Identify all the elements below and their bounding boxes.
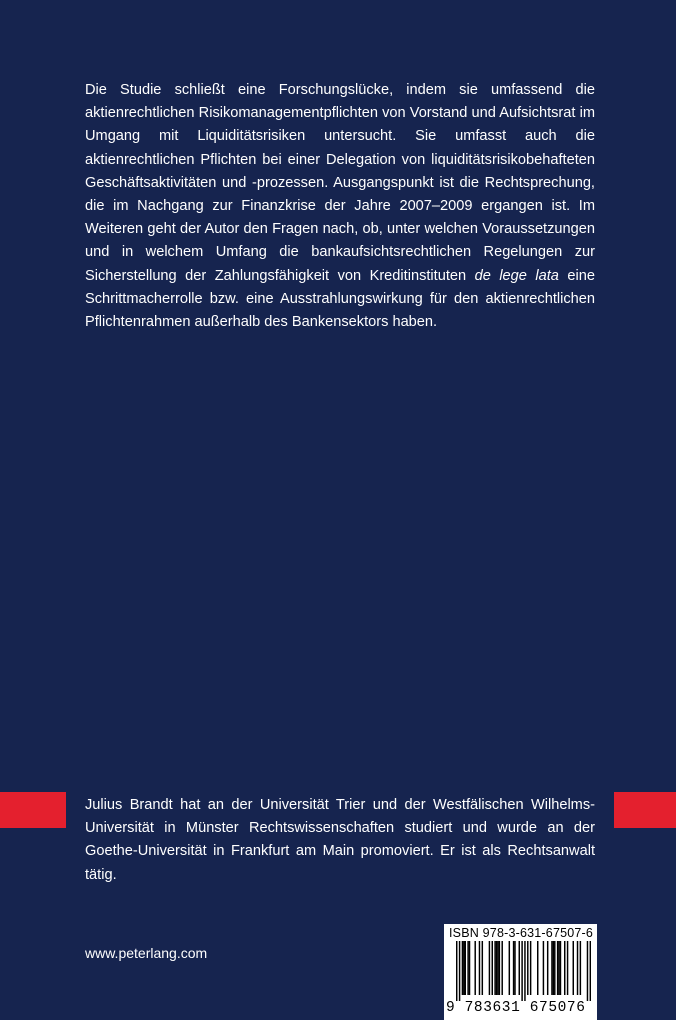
barcode-bar bbox=[573, 941, 574, 995]
barcode-bar bbox=[514, 941, 515, 995]
barcode-bar bbox=[553, 941, 554, 995]
barcode-bar bbox=[499, 941, 500, 995]
barcode-bar bbox=[521, 941, 522, 1001]
publisher-website: www.peterlang.com bbox=[85, 945, 208, 961]
blurb-part-2: eine Schrittmacherrolle bzw. eine Ausstrahlungswirkung für den aktienrechtlichen Pflichtenrahmen außerhalb des Bankensektors haben. bbox=[85, 267, 595, 331]
barcode-bar bbox=[474, 941, 475, 995]
barcode-bar bbox=[482, 941, 483, 995]
barcode-bar bbox=[513, 941, 514, 995]
barcode-bar bbox=[456, 941, 457, 1001]
barcode-bar bbox=[463, 941, 464, 995]
isbn-barcode bbox=[444, 924, 597, 1020]
barcode-bar bbox=[564, 941, 565, 995]
blurb-italic-phrase: de lege lata bbox=[474, 267, 559, 284]
barcode-bar bbox=[494, 941, 495, 995]
barcode-bar bbox=[560, 941, 561, 995]
author-bio: Julius Brandt hat an der Universität Trier und der Westfälischen Wilhelms-Universität in Münster Rechtswissenschaften studiert und wurde an der Goethe-Universität in Frankfurt am Main promoviert. Er ist als Rechtsanwalt tätig. bbox=[85, 797, 595, 883]
barcode-bar bbox=[465, 941, 466, 995]
barcode-bar bbox=[551, 941, 552, 995]
barcode-bar bbox=[537, 941, 538, 995]
barcode-bar bbox=[497, 941, 498, 995]
ean-digits: 9 783631 675076 bbox=[446, 1000, 586, 1016]
barcode-bar bbox=[543, 941, 544, 995]
barcode-bar bbox=[496, 941, 497, 995]
barcode-bar bbox=[547, 941, 548, 995]
barcode-bar bbox=[567, 941, 568, 995]
barcode-bar bbox=[509, 941, 510, 995]
barcode-bar bbox=[530, 941, 531, 995]
barcode-bar bbox=[492, 941, 493, 995]
blurb-part-1: Die Studie schließt eine Forschungslücke, indem sie umfassend die aktienrechtlichen Risikomanagementpflichten von Vorstand und Aufsichtsrat im Umgang mit Liquiditätsrisiken untersucht. Sie umfasst auch die aktienrechtlichen Pflichten bei einer Delegation von liquiditätsrisikobehafteten Geschäftsaktivitäten und -prozessen. Ausgangspunkt ist die Rechtsprechung, die im Nachgang zur Finanzkrise der Jahre 2007–2009 ergangen ist. Im Weiteren geht der Autor den Fragen nach, ob, unter welchen Voraussetzungen und in welchem Umfang die bankaufsichtsrechtlichen Regelungen zur Sicherstellung der Zahlungsfähigkeit von Kreditinstituten bbox=[85, 82, 595, 284]
barcode-bar bbox=[469, 941, 470, 995]
barcode-bar bbox=[489, 941, 490, 995]
barcode-bar bbox=[558, 941, 559, 995]
barcode-bar bbox=[527, 941, 528, 995]
barcode-bar bbox=[479, 941, 480, 995]
isbn-label: ISBN 978-3-631-67507-6 bbox=[449, 926, 594, 940]
barcode-bars bbox=[456, 941, 591, 1001]
barcode-bar bbox=[501, 941, 502, 995]
blurb-text bbox=[85, 79, 595, 334]
barcode-bar bbox=[459, 941, 460, 1001]
barcode-bar bbox=[557, 941, 558, 995]
barcode-bar bbox=[580, 941, 581, 995]
red-accent-bar-right bbox=[614, 792, 676, 828]
barcode-bar bbox=[554, 941, 555, 995]
barcode-bar bbox=[587, 941, 588, 1001]
barcode-bar bbox=[590, 941, 591, 1001]
barcode-bar bbox=[577, 941, 578, 995]
red-accent-bar-left bbox=[0, 792, 66, 828]
barcode-bar bbox=[467, 941, 468, 995]
barcode-bar bbox=[519, 941, 520, 995]
barcode-bar bbox=[524, 941, 525, 1001]
barcode-bar bbox=[462, 941, 463, 995]
